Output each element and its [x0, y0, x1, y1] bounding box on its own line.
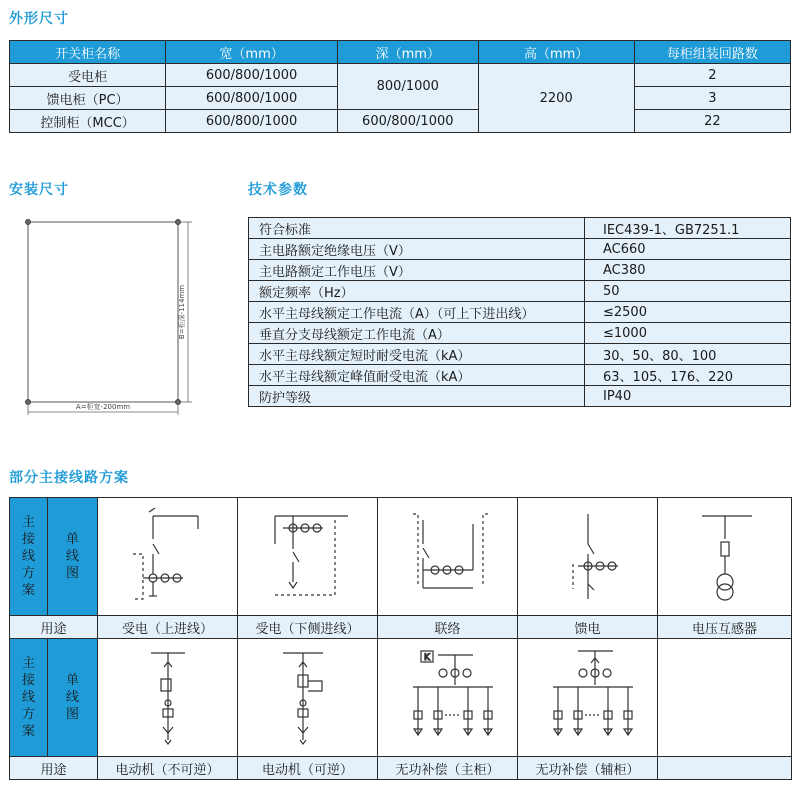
tech-params-table: [248, 217, 791, 407]
section-title-tech: 技术参数: [248, 182, 308, 198]
param-name: 符合标准: [249, 218, 585, 239]
column-header: 宽（mm）: [166, 41, 338, 64]
cabinet-circuits: 3: [634, 87, 790, 110]
scheme-use: 电动机（不可逆）: [98, 757, 238, 780]
section-title-dimensions: 外形尺寸: [9, 11, 69, 27]
column-header: 每柜组装回路数: [634, 41, 790, 64]
single-line-diagram: [113, 504, 223, 609]
param-value: ≤2500: [585, 302, 791, 323]
single-line-diagram: [393, 645, 503, 750]
scheme-use: 受电（上进线）: [98, 616, 238, 639]
param-name: 垂直分支母线额定工作电流（A）: [249, 323, 585, 344]
param-value: 30、50、80、100: [585, 344, 791, 365]
column-header: 开关柜名称: [10, 41, 166, 64]
scheme-use: 无功补偿（辅柜）: [518, 757, 658, 780]
cabinet-circuits: 2: [634, 64, 790, 87]
scheme-sub-label-text: 单线图: [66, 673, 80, 722]
param-value: 63、105、176、220: [585, 365, 791, 386]
installation-drawing: [12, 210, 217, 430]
single-line-diagram: [393, 504, 503, 609]
cabinet-circuits: 22: [634, 110, 790, 133]
cabinet-depth-shared: 800/1000: [338, 64, 479, 110]
scheme-diagram-cell: [378, 639, 518, 757]
scheme-diagram-cell: [518, 639, 658, 757]
param-value: ≤1000: [585, 323, 791, 344]
table-header-row: [10, 41, 791, 64]
scheme-use: [658, 757, 792, 780]
scheme-use: 电压互感器: [658, 616, 792, 639]
table-row: [10, 64, 791, 87]
install-width-label: A=柜宽-200mm: [75, 403, 131, 411]
scheme-use: 联络: [378, 616, 518, 639]
column-header: 深（mm）: [338, 41, 479, 64]
table-row: [249, 323, 791, 344]
param-value: 50: [585, 281, 791, 302]
scheme-main-label-text: 主接线方案: [22, 656, 36, 739]
single-line-diagram: [113, 645, 223, 750]
cabinet-width: 600/800/1000: [166, 87, 338, 110]
cabinet-depth: 600/800/1000: [338, 110, 479, 133]
cabinet-name: 馈电柜（PC）: [10, 87, 166, 110]
single-line-diagram: [533, 645, 643, 750]
scheme-use-row: [10, 757, 792, 780]
param-name: 主电路额定工作电压（V）: [249, 260, 585, 281]
scheme-main-label-text: 主接线方案: [22, 515, 36, 598]
param-value: AC380: [585, 260, 791, 281]
scheme-use-row: [10, 616, 792, 639]
cabinet-name: 控制柜（MCC）: [10, 110, 166, 133]
k-label: K: [423, 653, 430, 663]
param-name: 水平主母线额定短时耐受电流（kA）: [249, 344, 585, 365]
scheme-use: 电动机（可逆）: [238, 757, 378, 780]
cabinet-width: 600/800/1000: [166, 110, 338, 133]
table-row: [249, 281, 791, 302]
section-title-schemes: 部分主接线路方案: [9, 470, 129, 486]
param-name: 水平主母线额定工作电流（A）（可上下进出线）: [249, 302, 585, 323]
table-row: [10, 110, 791, 133]
table-row: [249, 260, 791, 281]
cabinet-height-shared: 2200: [478, 64, 634, 133]
scheme-diagram-cell-empty: [658, 639, 792, 757]
scheme-diagram-cell: [98, 498, 238, 616]
cabinet-width: 600/800/1000: [166, 64, 338, 87]
table-row: [249, 218, 791, 239]
table-row: [249, 386, 791, 407]
scheme-sub-label-text: 单线图: [66, 532, 80, 581]
scheme-use: 受电（下侧进线）: [238, 616, 378, 639]
scheme-diagram-row: [10, 498, 792, 616]
scheme-diagram-cell: [378, 498, 518, 616]
scheme-use: 无功补偿（主柜）: [378, 757, 518, 780]
column-header: 高（mm）: [478, 41, 634, 64]
single-line-diagram: [533, 504, 643, 609]
scheme-diagram-cell: [658, 498, 792, 616]
scheme-diagram-cell: [98, 639, 238, 757]
param-value: AC660: [585, 239, 791, 260]
cabinet-name: 受电柜: [10, 64, 166, 87]
scheme-sub-label: [48, 498, 98, 616]
scheme-diagram-cell: [238, 498, 378, 616]
param-value: IP40: [585, 386, 791, 407]
scheme-main-label: [10, 639, 48, 757]
install-depth-label: B=柜深-114mm: [178, 284, 186, 340]
scheme-diagram-cell: [238, 639, 378, 757]
scheme-diagram-cell: [518, 498, 658, 616]
param-name: 水平主母线额定峰值耐受电流（kA）: [249, 365, 585, 386]
use-label: 用途: [10, 616, 98, 639]
param-name: 主电路额定绝缘电压（V）: [249, 239, 585, 260]
scheme-use: 馈电: [518, 616, 658, 639]
table-row: [249, 302, 791, 323]
single-line-diagram: [253, 504, 363, 609]
dimensions-table: [9, 40, 791, 133]
table-row: [249, 239, 791, 260]
param-name: 额定频率（Hz）: [249, 281, 585, 302]
param-value: IEC439-1、GB7251.1: [585, 218, 791, 239]
use-label: 用途: [10, 757, 98, 780]
scheme-diagram-row: [10, 639, 792, 757]
scheme-main-label: [10, 498, 48, 616]
scheme-sub-label: [48, 639, 98, 757]
single-line-diagram: [253, 645, 363, 750]
wiring-schemes-table: [9, 497, 792, 780]
table-row: [249, 344, 791, 365]
section-title-install: 安装尺寸: [9, 182, 69, 198]
table-row: [249, 365, 791, 386]
single-line-diagram: [670, 504, 780, 609]
param-name: 防护等级: [249, 386, 585, 407]
